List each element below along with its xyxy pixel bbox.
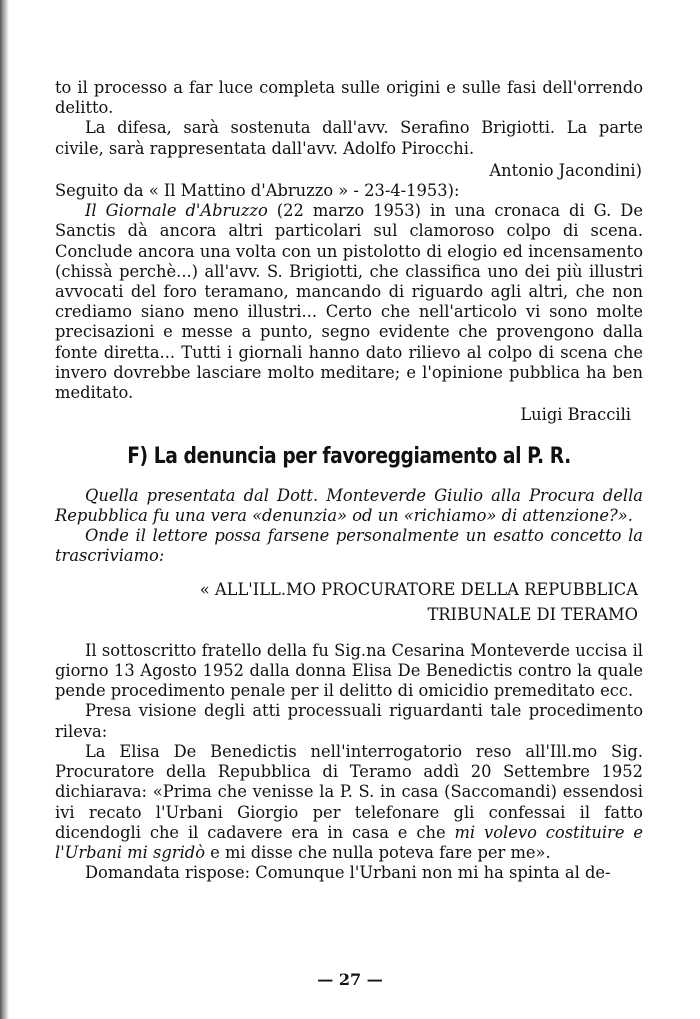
page-number: — 27 —	[317, 970, 383, 989]
paragraph-giornale-text: (22 marzo 1953) in una cronaca di G. De Sanctis dà ancora altri particolari sul clamoroso colpo di scena. Conclude ancora una volta con un pistolotto di elogio ed incensamento (chissà perchè...) all'avv. S. Brigiotti, che classifica uno dei più illustri avvocati del foro teramano, mancando di riguardo agli altri, che non crediamo siano meno illustri... Certo che nell'articolo vi sono molte precisazioni e messe a punto, segno evidente che provengono dalla fonte diretta... Tutti i giornali hanno dato rilievo al colpo di scena che invero dovrebbe lasciare molto meditare; e l'opinione pubblica ha ben meditato.	[55, 201, 643, 403]
letter-paragraph-4: Domandata rispose: Comunque l'Urbani non mi ha spinta al de-	[85, 863, 611, 883]
address-tribunal: TRIBUNALE DI TERAMO	[427, 604, 638, 624]
page-binding-edge	[0, 0, 9, 1019]
letter-address	[55, 580, 643, 624]
signature-jacondini: Antonio Jacondini)	[489, 160, 642, 180]
letter-paragraph-2: Presa visione degli atti processuali riguardanti tale procedimento rileva:	[55, 701, 643, 741]
paragraph-defense: La difesa, sarà sostenuta dall'avv. Serafino Brigiotti. La parte civile, sarà rappresentata dall'avv. Adolfo Pirocchi.	[55, 118, 643, 158]
paragraph-continuation: to il processo a far luce completa sulle origini e sulle fasi dell'orrendo delitto.	[55, 78, 643, 118]
letter-paragraph-3	[55, 742, 643, 863]
paragraph-giornale	[55, 201, 643, 403]
section-intro-question: Quella presentata dal Dott. Monteverde Giulio alla Procura della Repubblica fu una vera «denunzia» od un «richiamo» di attenzione?».	[55, 485, 643, 525]
letter-paragraph-1: Il sottoscritto fratello della fu Sig.na Cesarina Monteverde uccisa il giorno 13 Agosto 1952 dalla donna Elisa De Benedictis contro la quale pende procedimento penale per il delitto di omicidio premeditato ecc.	[55, 640, 643, 701]
paragraph-source-note: Seguito da « Il Mattino d'Abruzzo » - 23-4-1953):	[55, 181, 460, 201]
newspaper-title: Il Giornale d'Abruzzo	[85, 201, 268, 221]
address-recipient: « ALL'ILL.MO PROCURATORE DELLA REPUBBLICA	[199, 580, 638, 600]
signature-braccili: Luigi Braccili	[520, 405, 631, 425]
page-text-body	[55, 78, 643, 883]
letter-paragraph-3-end: e mi disse che nulla poteva fare per me».	[205, 842, 551, 862]
letter-paragraph-3-italic: mi volevo costituire e l'Urbani mi sgridò	[55, 822, 643, 862]
section-heading: F) La denuncia per favoreggiamento al P. R.	[127, 444, 571, 470]
section-intro-transcription: Onde il lettore possa farsene personalmente un esatto concetto la trascriviamo:	[55, 526, 643, 566]
letter-paragraph-3-start: La Elisa De Benedictis nell'interrogatorio reso all'Ill.mo Sig. Procuratore della Repubblica di Teramo addì 20 Settembre 1952 dichiarava: «Prima che venisse la P. S. in casa (Saccomandi) essendosi ivi recato l'Urbani Giorgio per telefonare gli confessai il fatto dicendogli che il cadavere era in casa e che	[55, 741, 643, 842]
